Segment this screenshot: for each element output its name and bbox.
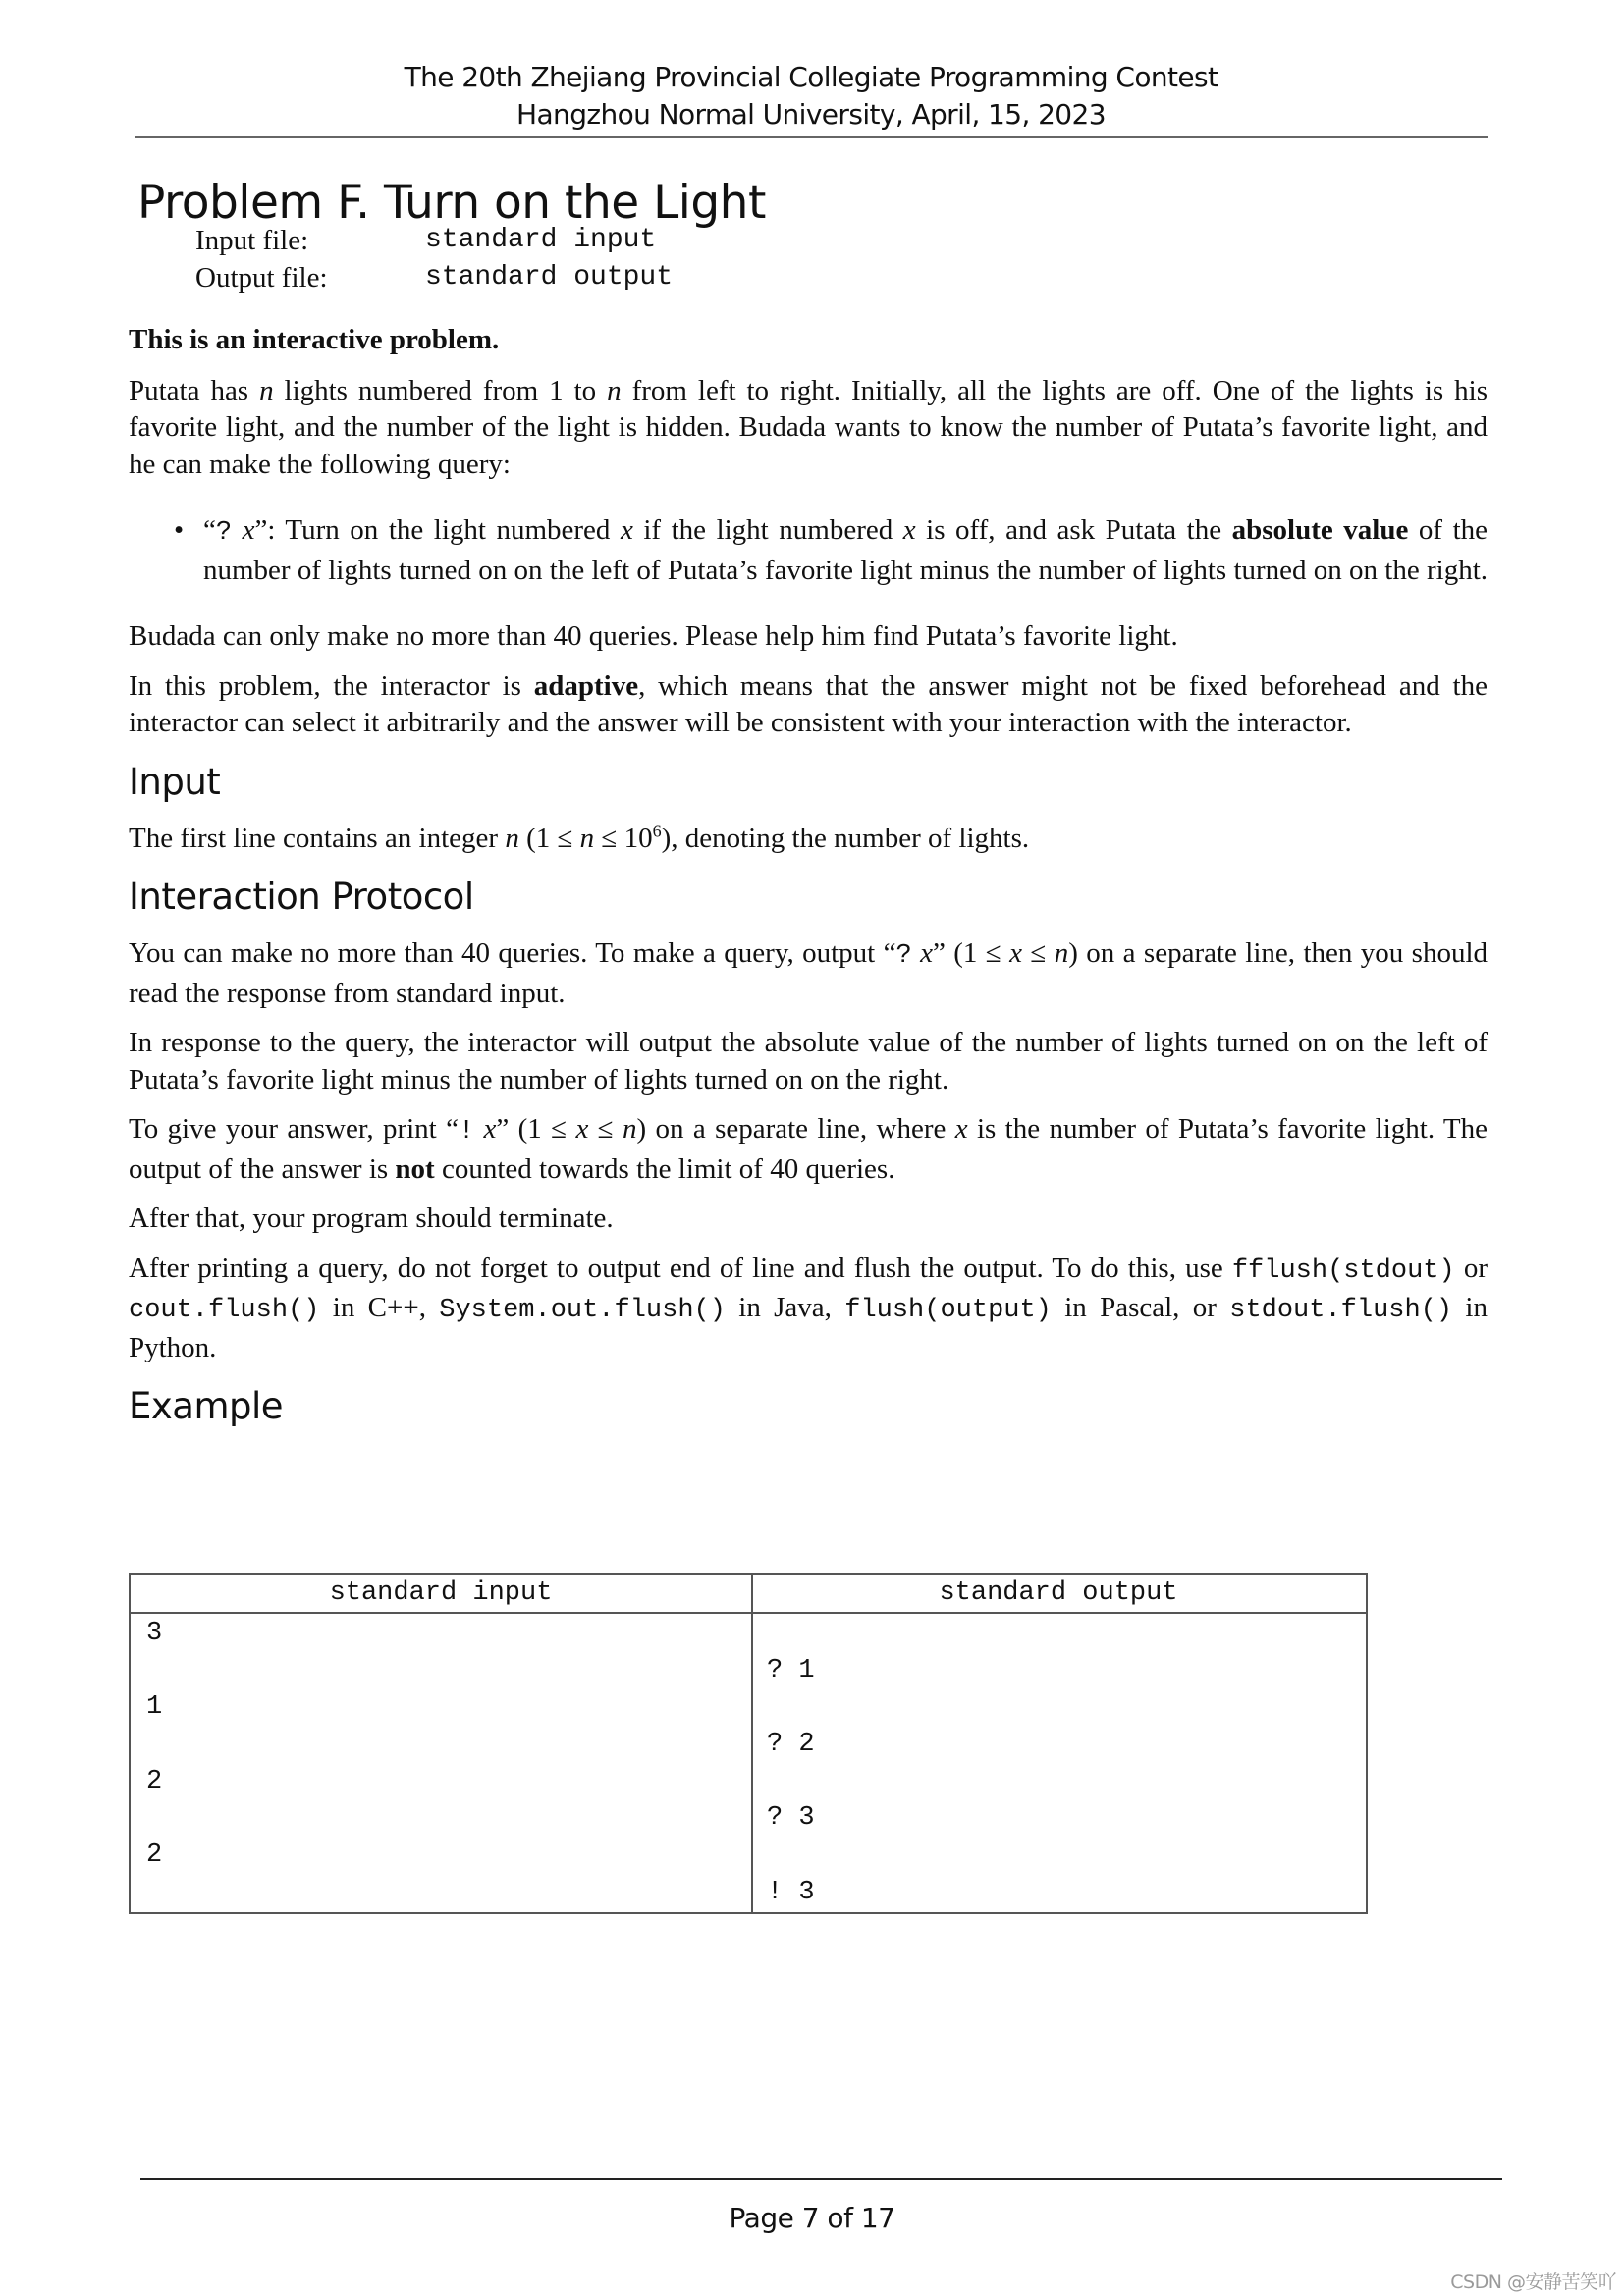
text: You can make no more than 40 queries. To make a query, output “ (129, 937, 896, 969)
text: ” (1 ≤ (496, 1113, 576, 1145)
query-list (129, 512, 1488, 589)
output-file-label: Output file: (195, 262, 328, 294)
text: in C++, (319, 1292, 440, 1323)
page-number: Page 7 of 17 (729, 2202, 895, 2234)
text: The first line contains an integer (129, 822, 506, 854)
output-file-value: standard output (425, 262, 674, 293)
text: from left to right. Initially, all the lights are off. One of the lights is his favorite light, and the number of the light is hidden. Budada wants to know the number of Putata’s favorite light, and he can make the following query: (129, 374, 1488, 480)
query-list-item (129, 512, 1488, 589)
text: is the number of Putata’s favorite light. The output of the answer is (129, 1113, 1488, 1185)
example-input-line: 2 (146, 1841, 163, 1870)
text: is off, and ask Putata the (915, 514, 1232, 546)
protocol-heading: Interaction Protocol (129, 876, 474, 918)
math-var: n (505, 822, 519, 854)
code-snippet: cout.flush() (129, 1296, 320, 1325)
input-heading: Input (129, 760, 221, 803)
text: in Pascal, or (1051, 1292, 1230, 1323)
bullet-icon: • (174, 514, 185, 546)
example-input-header: standard input (131, 1575, 751, 1614)
text: or (1454, 1252, 1488, 1284)
example-output-line: ! 3 (767, 1878, 815, 1907)
interactive-note: This is an interactive problem. (129, 324, 500, 355)
math-var: n (622, 1113, 637, 1145)
math-var: x (242, 514, 255, 546)
input-file-value: standard input (425, 225, 657, 255)
input-file-label: Input file: (195, 225, 309, 256)
text: After printing a query, do not forget to output end of line and flush the output. To do this, use (129, 1252, 1232, 1284)
math-var: n (579, 822, 595, 854)
protocol-paragraph-4: After that, your program should terminate. (129, 1202, 614, 1234)
example-input-line: 2 (146, 1767, 163, 1796)
protocol-paragraph-3 (129, 1111, 1488, 1188)
text: ≤ (1021, 937, 1055, 969)
statement-paragraph-1 (129, 373, 1488, 484)
text: “ (203, 514, 216, 546)
code-snippet: flush(output) (844, 1296, 1052, 1325)
text: if the light numbered (632, 514, 903, 546)
example-output-column (751, 1575, 1366, 1912)
text: , which means that the answer might not be fixed beforehead and the interactor can select it arbitrarily and the answer will be consistent with your interaction with the interactor. (129, 669, 1488, 738)
text: in Java, (725, 1292, 845, 1323)
emphasis: absolute value (1231, 514, 1409, 546)
header-divider (135, 136, 1488, 138)
math-var: x (902, 514, 916, 546)
protocol-paragraph-1 (129, 935, 1488, 1012)
statement-paragraph-3 (129, 668, 1488, 742)
text: ), denoting the number of lights. (661, 822, 1030, 854)
math-var: x (1009, 937, 1022, 969)
example-output-line: ? 2 (767, 1730, 815, 1759)
code-snippet: System.out.flush() (439, 1296, 726, 1325)
protocol-paragraph-2: In response to the query, the interactor will output the absolute value of the number of lights turned on on the left of Putata’s favorite light minus the number of lights turned on on the right. (129, 1027, 1488, 1095)
query-symbol: ? (215, 518, 233, 548)
footer-divider (140, 2178, 1502, 2180)
exponent: 6 (652, 820, 662, 840)
text: ”: Turn on the light numbered (254, 514, 621, 546)
problem-body (129, 322, 1488, 1445)
example-input-line: 3 (146, 1619, 163, 1648)
emphasis: not (395, 1152, 435, 1185)
contest-header (135, 59, 1488, 133)
code-snippet: fflush(stdout) (1231, 1255, 1455, 1286)
io-files-table (195, 222, 673, 296)
example-output-line: ? 1 (767, 1656, 815, 1685)
input-description (129, 821, 1488, 858)
text: Putata has (129, 374, 260, 406)
math-var: x (575, 1113, 589, 1145)
example-heading: Example (129, 1385, 284, 1427)
math-var: x (483, 1113, 497, 1145)
math-var: n (259, 374, 274, 406)
statement-paragraph-2: Budada can only make no more than 40 queries. Please help him find Putata’s favorite light. (129, 620, 1178, 652)
text: ” (1 ≤ (932, 937, 1010, 969)
math-var: n (1054, 937, 1069, 969)
text: counted towards the limit of 40 queries. (434, 1152, 895, 1185)
text: ) on a separate line, then you should read the response from standard input. (129, 937, 1489, 1009)
code-snippet: stdout.flush() (1229, 1296, 1453, 1325)
math-var: x (620, 514, 633, 546)
text: in Python. (129, 1292, 1488, 1363)
emphasis: adaptive (533, 669, 639, 702)
watermark: CSDN @安静苦笑吖 (1450, 2271, 1616, 2293)
example-table (129, 1573, 1368, 1914)
example-input-line: 1 (146, 1692, 163, 1722)
example-output-header: standard output (751, 1575, 1366, 1614)
text: ≤ 10 (594, 822, 653, 854)
math-var: x (954, 1113, 968, 1145)
output-file-row (195, 259, 673, 296)
contest-venue-date: Hangzhou Normal University, April, 15, 2023 (516, 98, 1106, 131)
text: ) on a separate line, where (636, 1113, 955, 1145)
text: (1 ≤ (518, 822, 580, 854)
text: ≤ (588, 1113, 623, 1145)
example-output-line: ? 3 (767, 1803, 815, 1833)
text: lights numbered from 1 to (273, 374, 608, 406)
math-var: x (920, 937, 933, 969)
text: In this problem, the interactor is (129, 669, 534, 702)
example-input-column (131, 1575, 753, 1912)
answer-symbol: ! (458, 1117, 475, 1147)
protocol-paragraph-5 (129, 1251, 1488, 1367)
problem-title: Problem F. Turn on the Light (137, 176, 766, 231)
query-symbol: ? (895, 941, 912, 971)
text: To give your answer, print “ (129, 1113, 459, 1145)
text: of the number of lights turned on on the left of Putata’s favorite light minus the number of lights turned on on the right. (203, 514, 1489, 586)
contest-title: The 20th Zhejiang Provincial Collegiate Programming Contest (404, 61, 1218, 93)
math-var: n (607, 374, 622, 406)
input-file-row (195, 222, 673, 259)
